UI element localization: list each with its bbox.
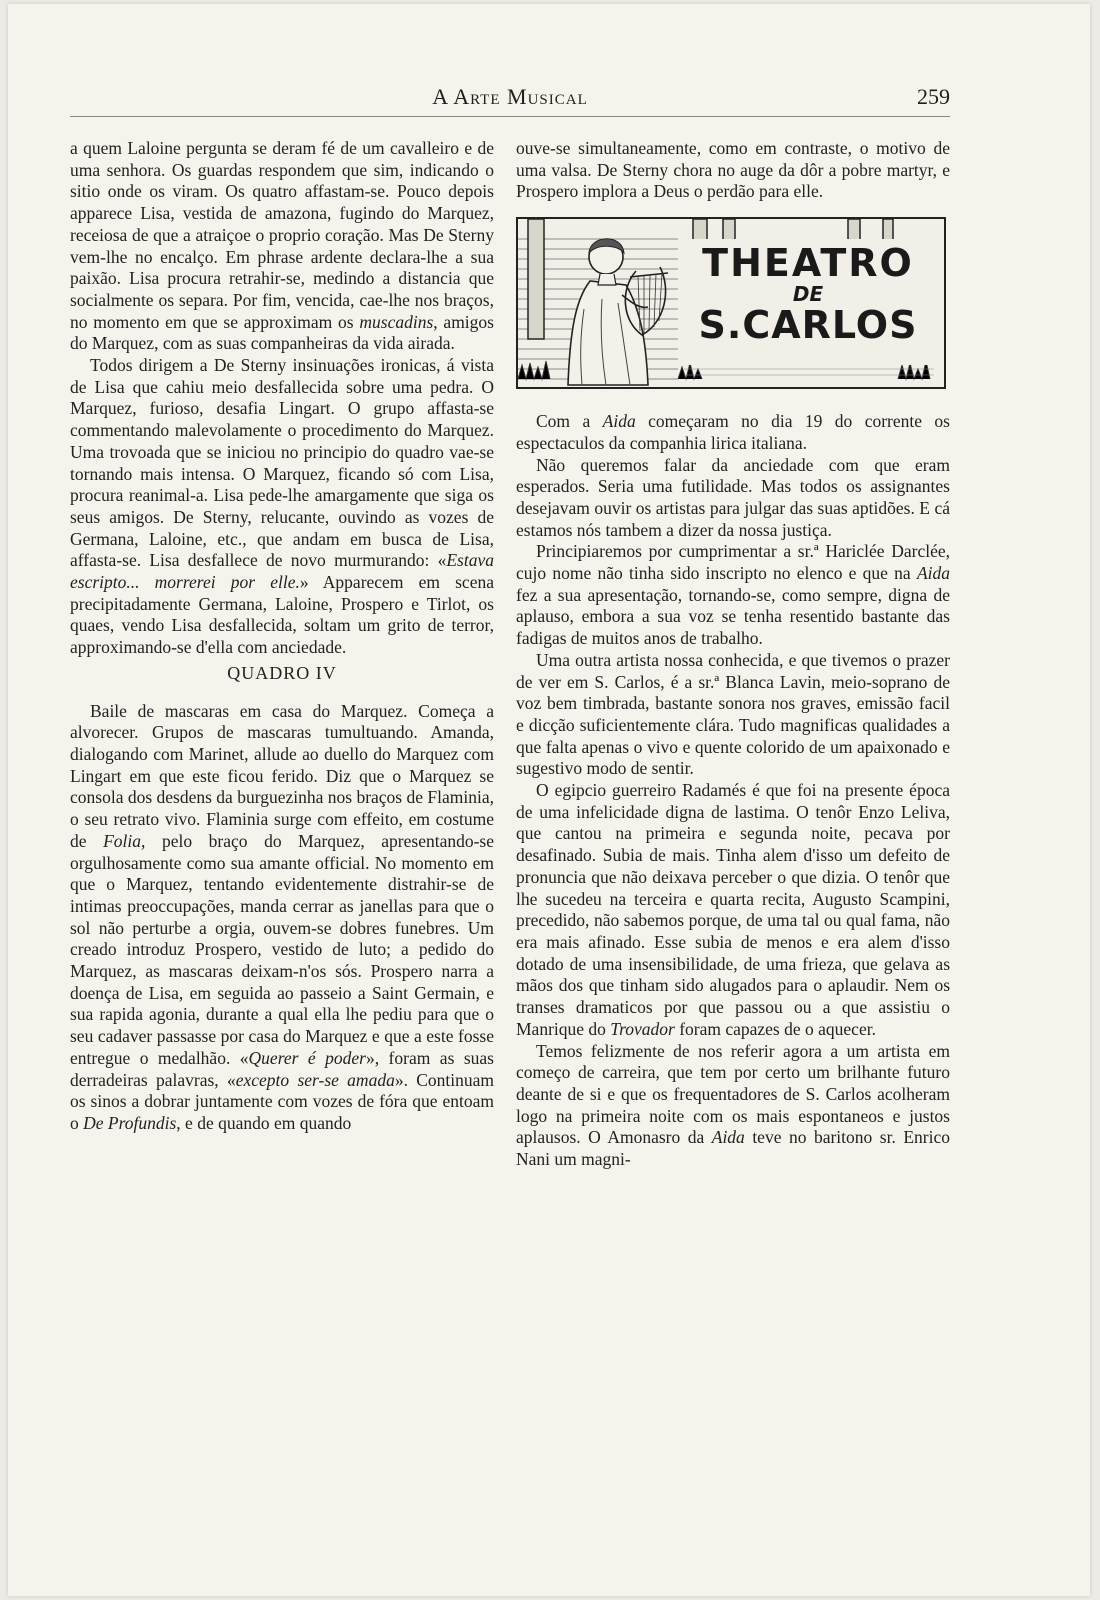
banner-title [678,241,938,348]
paragraph: Uma outra artista nossa conhecida, e que tivemos o prazer de ver em S. Carlos, é a sr.ª Blanca Lavin, meio-soprano de voz bem timbrada, bastante sonora nos graves, emissão facil e dicção suficientemente clára. Tudo magnificas qualidades a que falta apenas o vivo e quente colorido de um apaixonado e sugestivo modo de sentir. [516,649,950,779]
header-rule [70,116,950,117]
paragraph: Temos felizmente de nos referir agora a um artista em começo de carreira, que tem por certo um brilhante futuro deante de si e que os frequentadores de S. Carlos acolheram logo na primeira noite com os mais espontaneos e justos aplausos. O Amonasro da Aida teve no baritono sr. Enrico Nani um magni- [516,1040,950,1170]
running-header [70,78,950,118]
page [8,4,1090,1596]
banner-line-theatro: THEATRO [702,241,914,286]
paragraph: Principiaremos por cumprimentar a sr.ª Hariclée Darclée, cujo nome não tinha sido inscripto no elenco e que na Aida fez a sua apresentação, tornando-se, como sempre, digna de aplauso, embora a sua voz se tenha resentido bastante das fadigas de muitos anos de trabalho. [516,541,950,649]
journal-title: A Arte Musical [432,84,588,109]
paragraph: a quem Laloine pergunta se deram fé de um cavalleiro e de uma senhora. Os guardas respondem que sim, indicando o sitio onde os viram. Os quatro affastam-se. Pouco depois apparece Lisa, vestida de amazona, fugindo do Marquez, receiosa de que a atraiçoe o proprio coração. Mas De Sterny vem-lhe no encalço. Em phrase ardente declara-lhe a sua paixão. Lisa procura retrahir-se, medindo a distancia que socialmente os separa. Por fim, vencida, cae-lhe nos braços, no momento em que se approximam os muscadins, amigos do Marquez, com as suas companheiras da vida airada. [70,138,494,354]
theatre-banner [516,217,946,389]
paragraph: Todos dirigem a De Sterny insinuações ironicas, á vista de Lisa que cahiu meio desfallecida sobre uma pedra. O Marquez, furioso, desafia Lingart. O grupo affasta-se commentando malevolamente o procedimento do Marquez. Uma trovoada que se iniciou no principio do quadro vae-se tornando mais intensa. O Marquez, ficando só com Lisa, procura reanimal-a. Lisa pede-lhe amargamente que siga os seus amigos. De Sterny, relucante, ouvindo as vozes de Germana, Laloine, etc., que andam em busca de Lisa, affasta-se. Lisa desfallece de novo murmurando: «Estava escripto... morrerei por elle.» Apparecem em scena precipitadamente Germana, Laloine, Prospero e Tirlot, os quaes, vendo Lisa desfallecida, soltam um grito de terror, approximando-se d'ella com anciedade. [70,355,494,658]
banner-line-de: DE [792,282,824,307]
banner-line-scarlos: S.CARLOS [698,303,918,348]
page-number: 259 [917,84,950,109]
paragraph: ouve-se simultaneamente, como em contraste, o motivo de uma valsa. De Sterny chora no auge da dôr a pobre martyr, e Prospero implora a Deus o perdão para elle. [516,138,950,202]
paragraph: Com a Aida começaram no dia 19 do corrente os espectaculos da companhia lirica italiana. [516,411,950,453]
paragraph: Não queremos falar da anciedade com que eram esperados. Seria uma futilidade. Mas todos os assignantes desejavam ouvir os artistas para julgar das suas aptidões. E cá estamos nós tambem a dizer da nossa justiça. [516,454,950,540]
right-column [516,138,950,1171]
paragraph: O egipcio guerreiro Radamés é que foi na presente época de uma infelicidade digna de lastima. O tenôr Enzo Leliva, que cantou na primeira e segunda noite, pecava por desafinado. Subia de mais. Tinha alem d'isso um defeito de pronuncia que não deixava perceber o que dizia. O tenôr que lhe sucedeu na terceira e quarta recita, Augusto Scampini, precedido, não sabemos porque, de uma tal ou qual fama, não era mais afinado. Esse subia de menos e era alem d'isso dotado de uma insensibilidade, de uma frieza, que gelava as mãos dos que tinham sido alugados para o aplaudir. Nem os transes dramaticos por que passou ou a que assistiu o Manrique do Trovador foram capazes de o aquecer. [516,780,950,1039]
paragraph: Baile de mascaras em casa do Marquez. Começa a alvorecer. Grupos de mascaras tumultuando. Amanda, dialogando com Marinet, allude ao duello do Marquez com Lingart em que este ficou ferido. Diz que o Marquez se consola dos desdens da burguezinha nos braços de Flaminia, o seu retrato vivo. Flaminia surge com effeito, em costume de Folia, pelo braço do Marquez, apresentando-se orgulhosamente como sua amante official. No momento em que o Marquez, tentando evidentemente distrahir-se de intimas preoccupações, manda cerrar as janellas para que o sol não perturbe a orgia, ouvem-se dobres funebres. Um creado introduz Prospero, vestido de luto; a pedido do Marquez, as mascaras deixam-n'os sós. Prospero narra a doença de Lisa, em seguida ao passeio a Saint Germain, e sua rapida agonia, durante a qual ella lhe pediu para que o seu cadaver passasse por casa do Marquez e que a este fosse entregue o medalhão. «Querer é poder», foram as suas derradeiras palavras, «excepto ser-se amada». Continuam os sinos a dobrar juntamente com vozes de fóra que entoam o De Profundis, e de quando em quando [70,700,495,1133]
section-heading: QUADRO IV [227,662,337,683]
left-column [70,138,494,1135]
